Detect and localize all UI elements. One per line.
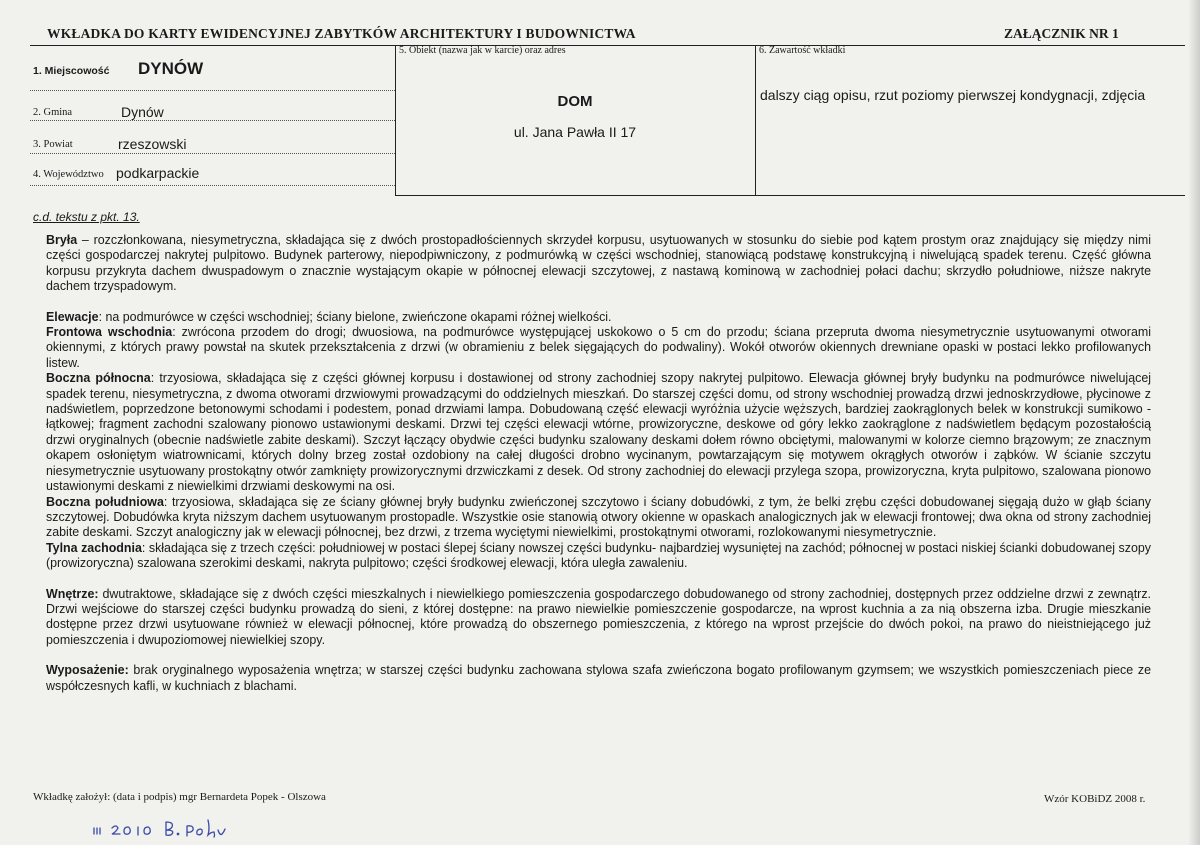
heading-polnocna: Boczna północna — [46, 371, 151, 386]
heading-elewacje: Elewacje — [46, 309, 99, 324]
object-label: 5. Obiekt (nazwa jak w karcie) oraz adres — [399, 45, 566, 56]
locality-label: 1. Miejscowość — [33, 65, 110, 77]
description-body — [46, 233, 1151, 709]
locality-value: DYNÓW — [138, 59, 204, 78]
document-title: WKŁADKA DO KARTY EWIDENCYJNEJ ZABYTKÓW ARCHITEKTURY I BUDOWNICTWA — [47, 26, 636, 41]
handwritten-signature — [92, 812, 252, 838]
text-frontowa: : zwrócona przodem do drogi; dwuosiowa, na podmurówce występującej uskokowo o 5 cm do przodu; ściana przepruta dwoma niesymetrycznie usytuowanymi otworami okiennymi, z których prawy powstał na skutek przekształcenia z drzwi (w obramieniu z belek sięgających do podwaliny). Wokół otworów okiennych drewniane opaski w postaci lekko profilowanych listew. — [46, 325, 1151, 370]
text-wyposazenie: brak oryginalnego wyposażenia wnętrza; w starszej części budynku zachowana stylowa szafa zwieńczona bogato profilowanym gzymsem; we wszystkich pomieszczeniach piece ze współczesnych kafli, w kuchniach z blachami. — [46, 663, 1151, 693]
paragraph-polnocna — [46, 371, 1151, 494]
heading-frontowa: Frontowa wschodnia — [46, 325, 173, 340]
voivodeship-label: 4. Województwo — [33, 169, 104, 180]
text-zachodnia: : składająca się z trzech części: południowej w postaci ślepej ściany nowszej części budynku- najbardziej wysuniętej na zachód; północnej w postaci niskiej ścianki dobudowanej szopy (prowizoryczna) szalowana szerokimi deskami, nakryta pulpitowo; części środkowej elewacji, która uległa zawaleniu. — [46, 540, 1151, 571]
object-name: DOM — [557, 93, 593, 110]
commune-label: 2. Gmina — [33, 107, 73, 118]
paragraph-bryla — [46, 233, 1151, 295]
boxes-bottom-rule — [395, 195, 1185, 196]
paragraph-zachodnia — [46, 541, 1151, 572]
text-bryla: – rozczłonkowana, niesymetryczna, składająca się z dwóch prostopadłościennych skrzydeł korpusu, usytuowanych w stosunku do siebie pod kątem prostym oraz znajdujący się między nimi części gospodarczej nakrytej pulpitowo. Budynek parterowy, niepodpiwniczony, z podmurówką w części wschodniej, stanowiącą podstawę konstrukcyjną i niwelującą spadek terenu. Część główna korpusu przykryta dachem dwuspadowym o znacznie wystającym okapie w północnej elewacji szczytowej, z nastawą kominową w zachodniej połaci dachu; skrzydło południowe, niższe nakryte dachem trzyspadowym. — [46, 233, 1151, 294]
divider-box5 — [395, 45, 396, 196]
paragraph-elewacje — [46, 310, 1151, 325]
field-rule-voivodeship — [30, 185, 395, 186]
heading-poludniowa: Boczna południowa — [46, 494, 164, 509]
continuation-reference: c.d. tekstu z pkt. 13. — [33, 210, 140, 224]
contents-label: 6. Zawartość wkładki — [759, 45, 846, 56]
template-version: Wzór KOBiDZ 2008 r. — [1044, 793, 1146, 805]
annex-number: ZAŁĄCZNIK NR 1 — [1004, 26, 1119, 41]
heading-bryla: Bryła — [46, 233, 78, 247]
field-rule-locality — [30, 90, 395, 91]
field-rule-district — [30, 153, 395, 154]
commune-value: Dynów — [121, 104, 164, 120]
field-rule-commune — [30, 120, 395, 121]
heading-zachodnia: Tylna zachodnia — [46, 540, 142, 555]
text-wnetrze: dwutraktowe, składające się z dwóch części mieszkalnych i niewielkiego pomieszczenia gospodarczego dobudowanego od strony zachodniej, dostępnych przez oddzielne drzwi z zewnątrz. Drzwi wejściowe do starszej części budynku prowadzą do sieni, z której dostępne: na prawo niewielkie pomieszczenie gospodarcze, na wprost kuchnia a za nią obszerna izba. Drugie mieszkanie dostępne przez drzwi usytuowane również w elewacji północnej, które prowadzą do obszernego pomieszczenia, z którego na wprost przejście do dwóch pokoi, na prawo do nieistniejącego już pomieszczenia i dwupoziomowej niewielkiej szopy. — [46, 586, 1151, 647]
text-poludniowa: : trzyosiowa, składająca się ze ściany głównej bryły budynku zwieńczonej szczytowo i ściany dobudówki, z tym, że belki zrębu części dobudowanej sięgają dużo w głąb ściany szczytowej. Dobudówka kryta niższym dachem usytuowanym prostopadle. Wszystkie osie stanowią otwory okienne w opaskach analogicznych jak w elewacji frontowej; dwa okna od strony zachodniej zabite deskami. Szczyt analogiczny jak w elewacji północnej, bez drzwi, z trzema wyciętymi niewielkimi, prostokątnymi otworami, rozlokowanymi niesymetrycznie. — [46, 494, 1151, 540]
paragraph-wyposazenie — [46, 663, 1151, 694]
voivodeship-value: podkarpackie — [116, 165, 200, 181]
paragraph-poludniowa — [46, 495, 1151, 541]
heading-wnetrze: Wnętrze: — [46, 586, 99, 601]
scan-edge-shadow — [1188, 0, 1200, 845]
text-elewacje: : na podmurówce w części wschodniej; ściany bielone, zwieńczone okapami różnej wielkości. — [98, 309, 612, 324]
district-value: rzeszowski — [118, 136, 187, 152]
heading-wyposazenie: Wyposażenie: — [46, 663, 129, 678]
district-label: 3. Powiat — [33, 139, 73, 150]
paragraph-wnetrze — [46, 587, 1151, 649]
object-address: ul. Jana Pawła II 17 — [513, 124, 637, 140]
header-rule — [30, 45, 1185, 46]
contents-value: dalszy ciąg opisu, rzut poziomy pierwszej kondygnacji, zdjęcia — [760, 87, 1146, 103]
paragraph-frontowa — [46, 325, 1151, 371]
text-polnocna: : trzyosiowa, składająca się z części głównej korpusu i dostawionej od strony zachodniej szopy nakrytej pulpitowo. Elewacja głównej bryły budynku na podmurówce niwelującej spadek terenu, niesymetryczna, z dwoma otworami drzwiowymi prowadzącymi do oddzielnych mieszkań. Do starszej części domu, od strony wschodniej prowadzą drzwi jednoskrzydłowe, płycinowe z nadświetlem, poprzedzone betonowymi schodami i podestem, ponad drzwiami lampa. Dobudowaną część elewacji wyróżnia użycie węższych, bardziej zaokrąglonych belek w konstrukcji sumikowo - łątkowej; fragment zachodni szalowany pionowo ustawionymi deskami. Drzwi tej części elewacji wtórne, prowizoryczne, deskowe od góry lekko zaokrąglone z nadświetlem będącym pozostałością drzwi oryginalnych (obecnie nadświetle zabite deskami). Szczyt łączący obydwie części budynku szalowany deskami dołem równo obciętymi, malowanymi w kolorze ciemno brązowym; ze znacznym okapem osłoniętym wiatrownicami, których dolny brzeg został ozdobiony na całej długości drobno wycinanym, powtarzającym się motywem okrągłych otworów i ząbków. W ścianie szczytu niesymetrycznie usytuowany prostokątny otwór zamknięty prowizorycznymi drzwiczkami z desek. Od strony zachodniej do elewacji przylega szopa, prowizoryczna, kryta pulpitowo, szalowana pionowo ustawionymi deskami z niewielkimi drzwiami deskowymi na osi. — [46, 371, 1152, 494]
divider-box6 — [755, 45, 756, 196]
author-line: Wkładkę założył: (data i podpis) mgr Bernardeta Popek - Olszowa — [33, 791, 326, 803]
